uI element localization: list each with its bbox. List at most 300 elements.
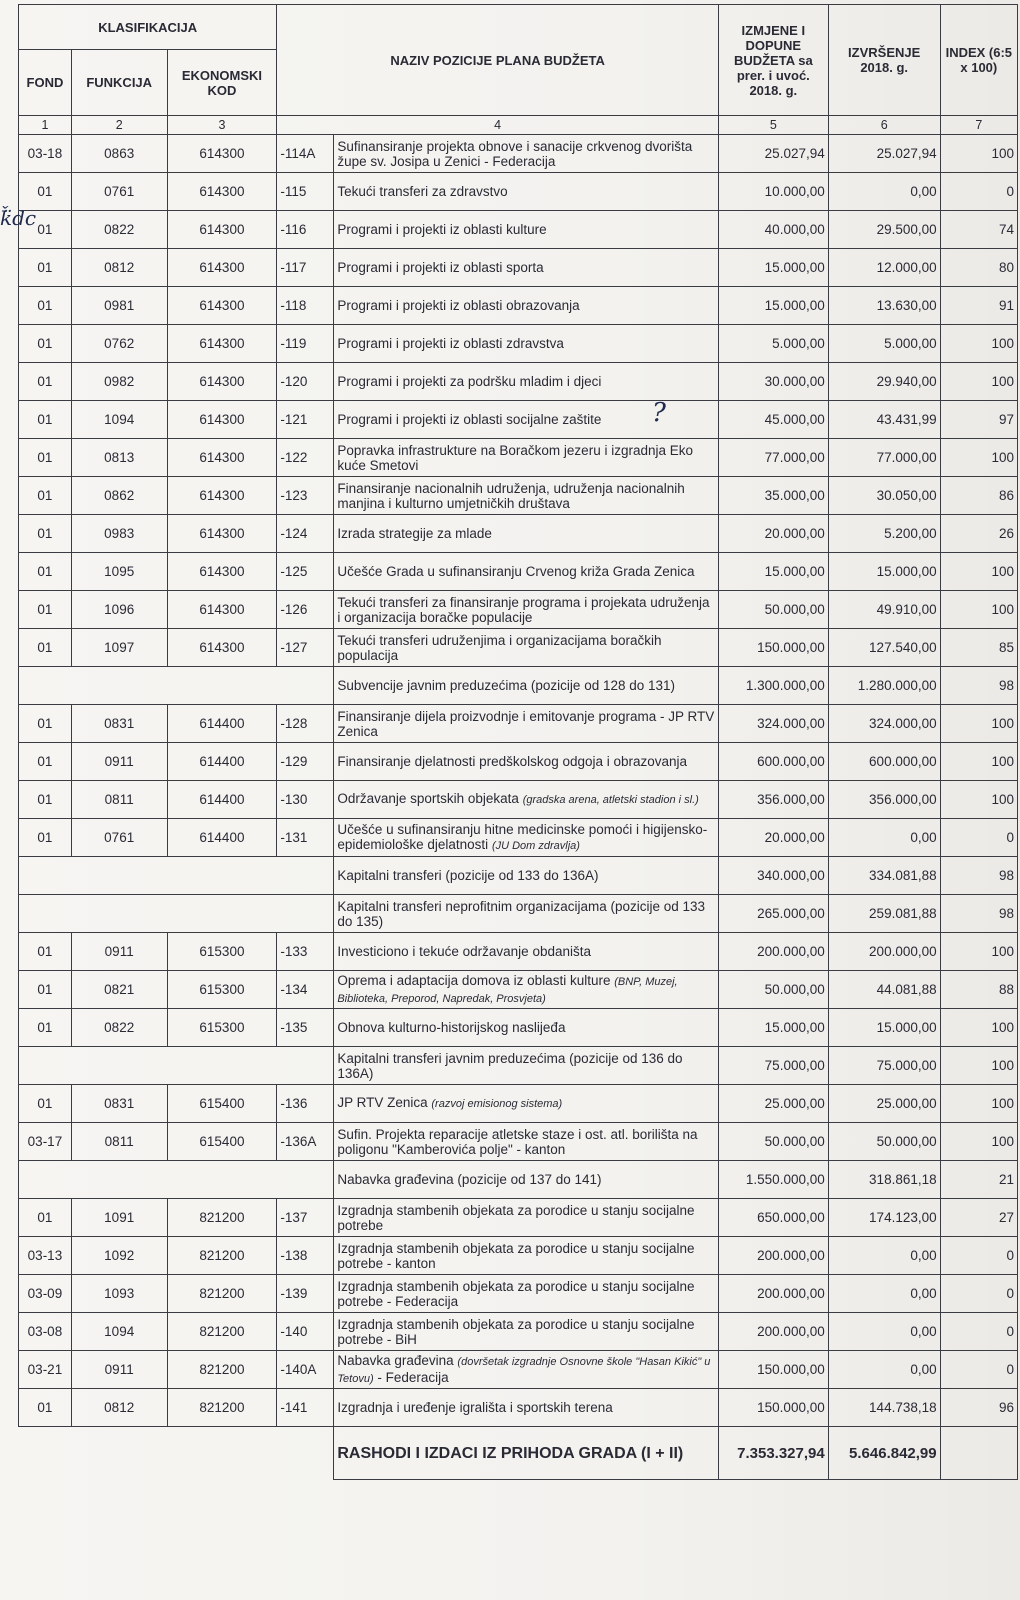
col-number: 4 — [277, 116, 719, 135]
naziv-suffix: - Federacija — [373, 1369, 449, 1385]
pozicija-cell: -117 — [277, 249, 334, 287]
plan-cell: 650.000,00 — [718, 1199, 828, 1237]
kod-cell: 614300 — [167, 287, 277, 325]
fond-cell: 01 — [19, 781, 72, 819]
pozicija-cell: -130 — [277, 781, 334, 819]
index-cell: 98 — [940, 895, 1017, 933]
fond-cell: 03-13 — [19, 1237, 72, 1275]
naziv-cell — [334, 705, 719, 743]
table-row — [19, 439, 1018, 477]
header-izmjene: IZMJENE I DOPUNE BUDŽETA sa prer. i uvoć. 2018. g. — [718, 5, 828, 116]
index-cell: 100 — [940, 1047, 1017, 1085]
naziv-text: Investiciono i tekuće održavanje obdaništa — [337, 944, 591, 959]
group-blank — [19, 1047, 334, 1085]
funkcija-cell: 0831 — [71, 705, 167, 743]
fond-cell: 03-09 — [19, 1275, 72, 1313]
col-number: 2 — [71, 116, 167, 135]
izvrsenje-cell: 5.000,00 — [828, 325, 940, 363]
header-klasifikacija: KLASIFIKACIJA — [19, 5, 277, 50]
naziv-text: Kapitalni transferi (pozicije od 133 do 136A) — [337, 868, 599, 883]
funkcija-cell: 0911 — [71, 1351, 167, 1389]
header-naziv: NAZIV POZICIJE PLANA BUDŽETA — [277, 5, 719, 116]
pozicija-cell: -131 — [277, 819, 334, 857]
index-cell: 96 — [940, 1389, 1017, 1427]
izvrsenje-cell: 43.431,99 — [828, 401, 940, 439]
fond-cell: 01 — [19, 1009, 72, 1047]
handwritten-question-mark: ? — [652, 398, 666, 428]
izvrsenje-cell: 200.000,00 — [828, 933, 940, 971]
plan-cell: 10.000,00 — [718, 173, 828, 211]
kod-cell: 614300 — [167, 325, 277, 363]
funkcija-cell: 0812 — [71, 1389, 167, 1427]
naziv-text: Nabavka građevina — [337, 1352, 454, 1368]
naziv-cell — [334, 1009, 719, 1047]
naziv-cell — [334, 439, 719, 477]
plan-cell: 5.000,00 — [718, 325, 828, 363]
naziv-cell — [334, 933, 719, 971]
naziv-text: Izgradnja stambenih objekata za porodice u stanju socijalne potrebe — [337, 1202, 695, 1233]
funkcija-cell: 0761 — [71, 173, 167, 211]
kod-cell: 614400 — [167, 819, 277, 857]
plan-cell: 40.000,00 — [718, 211, 828, 249]
naziv-cell — [334, 1085, 719, 1123]
kod-cell: 615300 — [167, 1009, 277, 1047]
naziv-text: Programi i projekti iz oblasti obrazovanja — [337, 298, 580, 313]
fond-cell: 03-17 — [19, 1123, 72, 1161]
col-number: 7 — [940, 116, 1017, 135]
izvrsenje-cell: 25.000,00 — [828, 1085, 940, 1123]
index-cell: 85 — [940, 629, 1017, 667]
funkcija-cell: 1096 — [71, 591, 167, 629]
total-plan: 7.353.327,94 — [718, 1427, 828, 1480]
index-cell: 0 — [940, 173, 1017, 211]
table-row — [19, 363, 1018, 401]
izvrsenje-cell: 15.000,00 — [828, 1009, 940, 1047]
naziv-text: Oprema i adaptacija domova iz oblasti kulture — [337, 972, 611, 988]
table-row — [19, 249, 1018, 287]
pozicija-cell: -139 — [277, 1275, 334, 1313]
table-body — [19, 135, 1018, 1427]
plan-cell: 200.000,00 — [718, 1313, 828, 1351]
fond-cell: 03-08 — [19, 1313, 72, 1351]
fond-cell: 01 — [19, 211, 72, 249]
izvrsenje-cell: 49.910,00 — [828, 591, 940, 629]
naziv-cell — [334, 211, 719, 249]
izvrsenje-cell: 29.940,00 — [828, 363, 940, 401]
table-row — [19, 553, 1018, 591]
kod-cell: 614300 — [167, 515, 277, 553]
pozicija-cell: -129 — [277, 743, 334, 781]
table-row — [19, 1085, 1018, 1123]
index-cell: 100 — [940, 743, 1017, 781]
pozicija-cell: -119 — [277, 325, 334, 363]
table-row — [19, 1389, 1018, 1427]
fond-cell: 01 — [19, 553, 72, 591]
plan-cell: 340.000,00 — [718, 857, 828, 895]
naziv-text: Obnova kulturno-historijskog naslijeđa — [337, 1020, 566, 1035]
pozicija-cell: -128 — [277, 705, 334, 743]
header-funkcija: FUNKCIJA — [71, 50, 167, 116]
naziv-cell — [334, 1199, 719, 1237]
naziv-text: Učešće Grada u sufinansiranju Crvenog križa Grada Zenica — [337, 564, 695, 579]
pozicija-cell: -140A — [277, 1351, 334, 1389]
naziv-note: (dovršetak izgradnje Osnovne škole "Hasan Kikić" u Tetovu) — [337, 1355, 711, 1385]
table-group-row — [19, 667, 1018, 705]
table-row — [19, 819, 1018, 857]
pozicija-cell: -116 — [277, 211, 334, 249]
index-cell: 100 — [940, 325, 1017, 363]
naziv-text: Učešće u sufinansiranju hitne medicinske pomoći i higijensko-epidemiološke djelatnosti — [337, 821, 708, 852]
naziv-text: Finansiranje djelatnosti predškolskog odgoja i obrazovanja — [337, 754, 688, 769]
table-row — [19, 287, 1018, 325]
index-cell: 100 — [940, 781, 1017, 819]
naziv-cell — [334, 1389, 719, 1427]
fond-cell: 01 — [19, 401, 72, 439]
table-row — [19, 515, 1018, 553]
plan-cell: 20.000,00 — [718, 515, 828, 553]
total-row — [19, 1427, 1018, 1480]
naziv-text: Kapitalni transferi neprofitnim organizacijama (pozicije od 133 do 135) — [337, 898, 706, 929]
izvrsenje-cell: 15.000,00 — [828, 553, 940, 591]
fond-cell: 01 — [19, 819, 72, 857]
funkcija-cell: 1094 — [71, 1313, 167, 1351]
index-cell: 100 — [940, 1085, 1017, 1123]
fond-cell: 01 — [19, 287, 72, 325]
index-cell: 91 — [940, 287, 1017, 325]
plan-cell: 150.000,00 — [718, 1389, 828, 1427]
index-cell: 98 — [940, 857, 1017, 895]
table-row — [19, 705, 1018, 743]
kod-cell: 614300 — [167, 173, 277, 211]
naziv-cell — [334, 1275, 719, 1313]
pozicija-cell: -136 — [277, 1085, 334, 1123]
kod-cell: 615300 — [167, 971, 277, 1009]
plan-cell: 324.000,00 — [718, 705, 828, 743]
index-cell: 0 — [940, 1275, 1017, 1313]
table-row — [19, 1237, 1018, 1275]
index-cell: 86 — [940, 477, 1017, 515]
kod-cell: 821200 — [167, 1275, 277, 1313]
kod-cell: 614300 — [167, 401, 277, 439]
kod-cell: 614300 — [167, 477, 277, 515]
index-cell: 100 — [940, 363, 1017, 401]
fond-cell: 03-21 — [19, 1351, 72, 1389]
naziv-text: Nabavka građevina (pozicije od 137 do 141) — [337, 1172, 602, 1187]
naziv-cell — [334, 667, 719, 705]
funkcija-cell: 1092 — [71, 1237, 167, 1275]
index-cell: 100 — [940, 933, 1017, 971]
index-cell: 26 — [940, 515, 1017, 553]
handwritten-margin-mark: ǩ̈dc — [0, 206, 37, 230]
pozicija-cell: -135 — [277, 1009, 334, 1047]
funkcija-cell: 0762 — [71, 325, 167, 363]
kod-cell: 821200 — [167, 1389, 277, 1427]
budget-table — [18, 4, 1018, 1480]
funkcija-cell: 0812 — [71, 249, 167, 287]
pozicija-cell: -134 — [277, 971, 334, 1009]
table-row — [19, 1123, 1018, 1161]
kod-cell: 614300 — [167, 249, 277, 287]
funkcija-cell: 1095 — [71, 553, 167, 591]
col-number: 6 — [828, 116, 940, 135]
group-blank — [19, 857, 334, 895]
pozicija-cell: -133 — [277, 933, 334, 971]
kod-cell: 821200 — [167, 1351, 277, 1389]
plan-cell: 600.000,00 — [718, 743, 828, 781]
funkcija-cell: 0982 — [71, 363, 167, 401]
group-blank — [19, 895, 334, 933]
index-cell: 100 — [940, 705, 1017, 743]
naziv-cell — [334, 1313, 719, 1351]
pozicija-cell: -126 — [277, 591, 334, 629]
naziv-text: Finansiranje nacionalnih udruženja, udruženja nacionalnih manjina i kulturno umjetničkih društava — [337, 480, 685, 511]
naziv-text: Tekući transferi za zdravstvo — [337, 184, 508, 199]
index-cell: 100 — [940, 1123, 1017, 1161]
naziv-cell — [334, 363, 719, 401]
izvrsenje-cell: 44.081,88 — [828, 971, 940, 1009]
naziv-note: (gradska arena, atletski stadion i sl.) — [522, 794, 699, 806]
kod-cell: 614300 — [167, 553, 277, 591]
fond-cell: 01 — [19, 705, 72, 743]
index-cell: 0 — [940, 1237, 1017, 1275]
izvrsenje-cell: 600.000,00 — [828, 743, 940, 781]
table-row — [19, 401, 1018, 439]
index-cell: 74 — [940, 211, 1017, 249]
funkcija-cell: 0911 — [71, 743, 167, 781]
table-row — [19, 1275, 1018, 1313]
naziv-cell — [334, 591, 719, 629]
naziv-cell — [334, 743, 719, 781]
izvrsenje-cell: 30.050,00 — [828, 477, 940, 515]
funkcija-cell: 0863 — [71, 135, 167, 173]
naziv-cell — [334, 1351, 719, 1389]
plan-cell: 200.000,00 — [718, 933, 828, 971]
col-number: 3 — [167, 116, 277, 135]
izvrsenje-cell: 334.081,88 — [828, 857, 940, 895]
izvrsenje-cell: 127.540,00 — [828, 629, 940, 667]
pozicija-cell: -141 — [277, 1389, 334, 1427]
plan-cell: 30.000,00 — [718, 363, 828, 401]
group-blank — [19, 1161, 334, 1199]
izvrsenje-cell: 144.738,18 — [828, 1389, 940, 1427]
naziv-text: Izgradnja i uređenje igrališta i sportskih terena — [337, 1400, 613, 1415]
plan-cell: 265.000,00 — [718, 895, 828, 933]
funkcija-cell: 0821 — [71, 971, 167, 1009]
plan-cell: 15.000,00 — [718, 1009, 828, 1047]
plan-cell: 50.000,00 — [718, 591, 828, 629]
table-row — [19, 477, 1018, 515]
kod-cell: 615400 — [167, 1123, 277, 1161]
izvrsenje-cell: 174.123,00 — [828, 1199, 940, 1237]
plan-cell: 15.000,00 — [718, 249, 828, 287]
naziv-note: (JU Dom zdravlja) — [491, 839, 580, 852]
izvrsenje-cell: 77.000,00 — [828, 439, 940, 477]
plan-cell: 150.000,00 — [718, 629, 828, 667]
total-blank — [19, 1427, 334, 1480]
naziv-text: Subvencije javnim preduzećima (pozicije od 128 do 131) — [337, 678, 676, 693]
table-row — [19, 325, 1018, 363]
header-index: INDEX (6:5 x 100) — [940, 5, 1017, 116]
naziv-text: JP RTV Zenica — [337, 1095, 428, 1110]
kod-cell: 821200 — [167, 1199, 277, 1237]
fond-cell: 03-18 — [19, 135, 72, 173]
izvrsenje-cell: 12.000,00 — [828, 249, 940, 287]
plan-cell: 25.027,94 — [718, 135, 828, 173]
pozicija-cell: -123 — [277, 477, 334, 515]
table-row — [19, 743, 1018, 781]
izvrsenje-cell: 5.200,00 — [828, 515, 940, 553]
plan-cell: 200.000,00 — [718, 1237, 828, 1275]
naziv-cell — [334, 1237, 719, 1275]
naziv-note: (razvoj emisionog sistema) — [431, 1098, 563, 1110]
naziv-text: Tekući transferi za finansiranje programa i projekata udruženja i organizacija boračke populacije — [337, 594, 710, 625]
plan-cell: 1.300.000,00 — [718, 667, 828, 705]
naziv-cell — [334, 515, 719, 553]
index-cell: 97 — [940, 401, 1017, 439]
fond-cell: 01 — [19, 591, 72, 629]
naziv-text: Sufin. Projekta reparacije atletske staze i ost. atl. borilišta na poligonu "Kamberovića polje" - kanton — [337, 1126, 698, 1157]
naziv-text: Programi i projekti iz oblasti kulture — [337, 222, 547, 237]
table-row — [19, 591, 1018, 629]
naziv-cell — [334, 857, 719, 895]
funkcija-cell: 0761 — [71, 819, 167, 857]
table-group-row — [19, 857, 1018, 895]
plan-cell: 356.000,00 — [718, 781, 828, 819]
naziv-text: Sufinansiranje projekta obnove i sanacije crkvenog dvorišta župe sv. Josipa u Zenici - Federacija — [337, 138, 693, 169]
col-number: 1 — [19, 116, 72, 135]
naziv-cell — [334, 1123, 719, 1161]
table-group-row — [19, 1047, 1018, 1085]
plan-cell: 75.000,00 — [718, 1047, 828, 1085]
kod-cell: 614300 — [167, 135, 277, 173]
index-cell: 80 — [940, 249, 1017, 287]
pozicija-cell: -115 — [277, 173, 334, 211]
table-row — [19, 173, 1018, 211]
plan-cell: 35.000,00 — [718, 477, 828, 515]
naziv-cell — [334, 781, 719, 819]
izvrsenje-cell: 1.280.000,00 — [828, 667, 940, 705]
naziv-text: Kapitalni transferi javnim preduzećima (pozicije od 136 do 136A) — [337, 1050, 683, 1081]
naziv-cell — [334, 135, 719, 173]
pozicija-cell: -114A — [277, 135, 334, 173]
header-izvrsenje: IZVRŠENJE 2018. g. — [828, 5, 940, 116]
plan-cell: 15.000,00 — [718, 287, 828, 325]
kod-cell: 614300 — [167, 591, 277, 629]
header-ekonomski-kod: EKONOMSKI KOD — [167, 50, 277, 116]
naziv-text: Programi i projekti iz oblasti socijalne zaštite — [337, 412, 602, 427]
plan-cell: 200.000,00 — [718, 1275, 828, 1313]
funkcija-cell: 0813 — [71, 439, 167, 477]
izvrsenje-cell: 0,00 — [828, 1351, 940, 1389]
funkcija-cell: 1093 — [71, 1275, 167, 1313]
naziv-cell — [334, 629, 719, 667]
funkcija-cell: 1097 — [71, 629, 167, 667]
funkcija-cell: 0862 — [71, 477, 167, 515]
table-row — [19, 971, 1018, 1009]
index-cell: 100 — [940, 439, 1017, 477]
pozicija-cell: -140 — [277, 1313, 334, 1351]
funkcija-cell: 0822 — [71, 1009, 167, 1047]
table-row — [19, 211, 1018, 249]
kod-cell: 614300 — [167, 363, 277, 401]
naziv-cell — [334, 173, 719, 211]
naziv-text: Programi i projekti za podršku mladim i djeci — [337, 374, 602, 389]
plan-cell: 50.000,00 — [718, 1123, 828, 1161]
funkcija-cell: 0983 — [71, 515, 167, 553]
plan-cell: 45.000,00 — [718, 401, 828, 439]
table-row — [19, 1199, 1018, 1237]
table-row — [19, 781, 1018, 819]
funkcija-cell: 0822 — [71, 211, 167, 249]
fond-cell: 01 — [19, 515, 72, 553]
fond-cell: 01 — [19, 439, 72, 477]
table-row — [19, 933, 1018, 971]
naziv-cell — [334, 1161, 719, 1199]
kod-cell: 614300 — [167, 439, 277, 477]
naziv-text: Izrada strategije za mlade — [337, 526, 492, 541]
plan-cell: 15.000,00 — [718, 553, 828, 591]
kod-cell: 614400 — [167, 781, 277, 819]
total-label: RASHODI I IZDACI IZ PRIHODA GRADA (I + II) — [334, 1427, 719, 1480]
fond-cell: 01 — [19, 249, 72, 287]
naziv-cell — [334, 477, 719, 515]
index-cell: 98 — [940, 667, 1017, 705]
naziv-note: (BNP, Muzej, Biblioteka, Preporod, Napredak, Prosvjeta) — [337, 975, 678, 1005]
plan-cell: 20.000,00 — [718, 819, 828, 857]
funkcija-cell: 1094 — [71, 401, 167, 439]
naziv-text: Finansiranje dijela proizvodnje i emitovanje programa - JP RTV Zenica — [337, 708, 715, 739]
naziv-text: Tekući transferi udruženjima i organizacijama boračkih populacija — [337, 632, 662, 663]
fond-cell: 01 — [19, 1199, 72, 1237]
header-fond: FOND — [19, 50, 72, 116]
naziv-cell — [334, 895, 719, 933]
naziv-cell — [334, 249, 719, 287]
fond-cell: 01 — [19, 743, 72, 781]
index-cell: 100 — [940, 1009, 1017, 1047]
izvrsenje-cell: 0,00 — [828, 1275, 940, 1313]
table-row — [19, 1351, 1018, 1389]
funkcija-cell: 0831 — [71, 1085, 167, 1123]
izvrsenje-cell: 75.000,00 — [828, 1047, 940, 1085]
naziv-cell — [334, 553, 719, 591]
izvrsenje-cell: 259.081,88 — [828, 895, 940, 933]
pozicija-cell: -122 — [277, 439, 334, 477]
fond-cell: 01 — [19, 477, 72, 515]
table-group-row — [19, 895, 1018, 933]
izvrsenje-cell: 0,00 — [828, 819, 940, 857]
naziv-cell — [334, 971, 719, 1009]
kod-cell: 614400 — [167, 705, 277, 743]
fond-cell: 01 — [19, 325, 72, 363]
izvrsenje-cell: 50.000,00 — [828, 1123, 940, 1161]
plan-cell: 1.550.000,00 — [718, 1161, 828, 1199]
naziv-text: Programi i projekti iz oblasti zdravstva — [337, 336, 564, 351]
kod-cell: 615400 — [167, 1085, 277, 1123]
index-cell: 0 — [940, 819, 1017, 857]
group-blank — [19, 667, 334, 705]
fond-cell: 01 — [19, 363, 72, 401]
naziv-text: Popravka infrastrukture na Boračkom jezeru i izgradnja Eko kuće Smetovi — [337, 442, 693, 473]
pozicija-cell: -127 — [277, 629, 334, 667]
plan-cell: 25.000,00 — [718, 1085, 828, 1123]
naziv-text: Programi i projekti iz oblasti sporta — [337, 260, 544, 275]
kod-cell: 614300 — [167, 211, 277, 249]
fond-cell: 01 — [19, 971, 72, 1009]
col-number: 5 — [718, 116, 828, 135]
funkcija-cell: 1091 — [71, 1199, 167, 1237]
kod-cell: 614300 — [167, 629, 277, 667]
pozicija-cell: -121 — [277, 401, 334, 439]
